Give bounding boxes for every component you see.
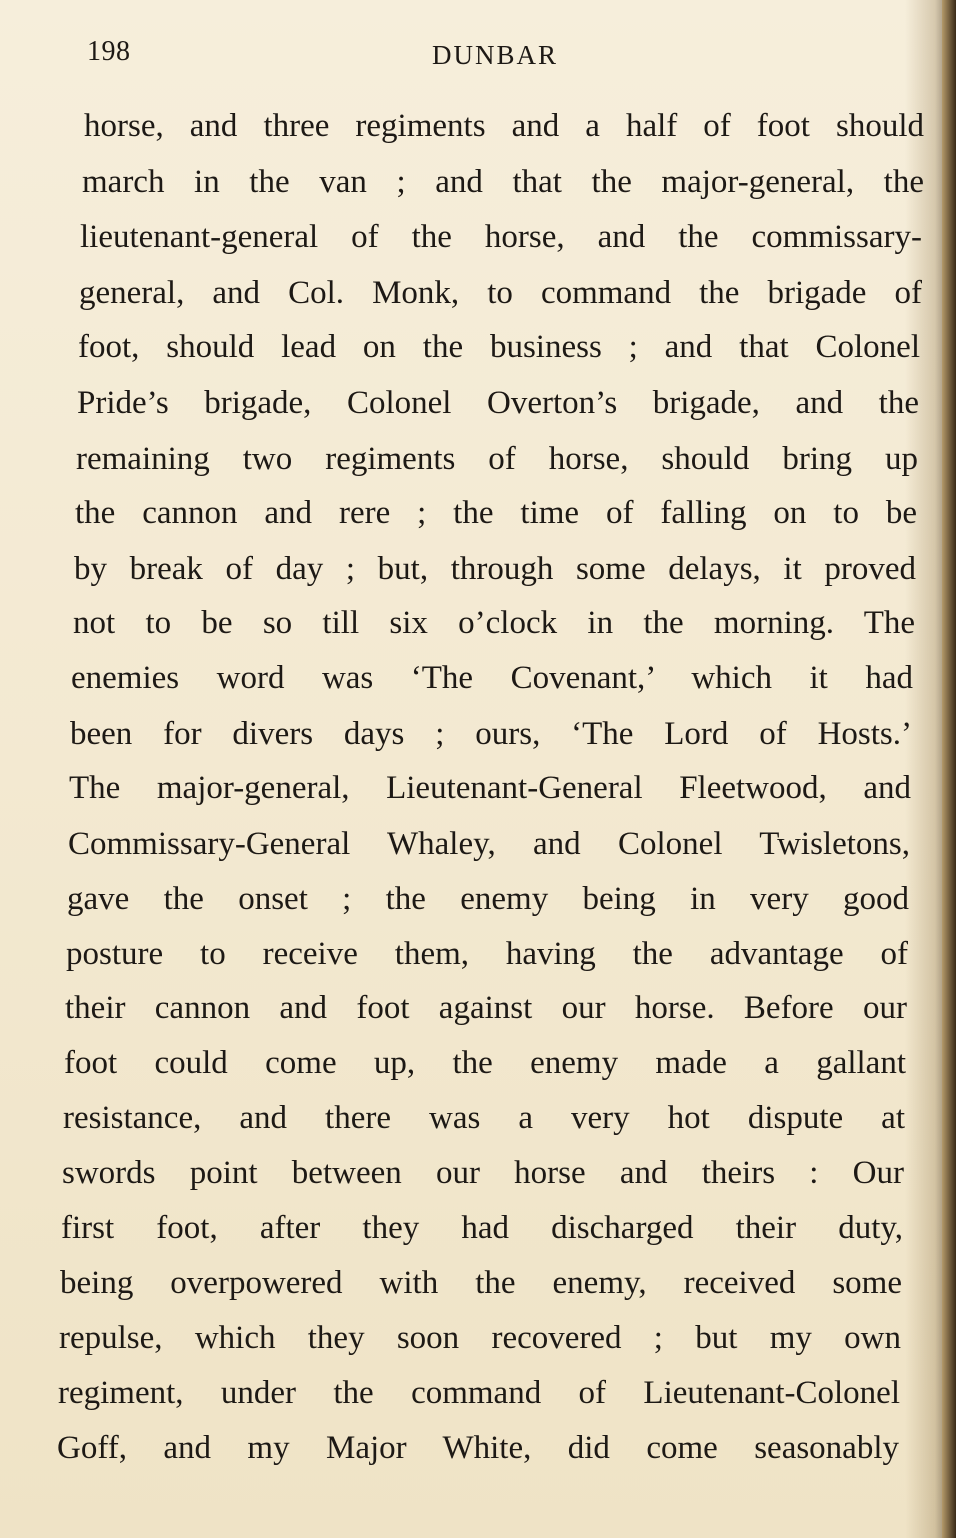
text-line: remaining two regiments of horse, should bring up bbox=[76, 441, 918, 477]
text-line: march in the van ; and that the major-general, the bbox=[82, 164, 924, 200]
text-line: resistance, and there was a very hot dispute at bbox=[63, 1100, 905, 1136]
text-line: enemies word was ‘The Covenant,’ which it had bbox=[71, 660, 913, 696]
text-line: been for divers days ; ours, ‘The Lord of Hosts.’ bbox=[70, 716, 912, 752]
text-line: general, and Col. Monk, to command the brigade of bbox=[79, 275, 922, 311]
text-line: swords point between our horse and theirs : Our bbox=[62, 1155, 904, 1191]
text-line: Goff, and my Major White, did come seasonably bbox=[57, 1430, 899, 1466]
text-line: their cannon and foot against our horse. Before our bbox=[65, 990, 907, 1026]
page-number: 198 bbox=[87, 36, 131, 67]
text-line: horse, and three regiments and a half of foot should bbox=[84, 108, 924, 144]
text-line: being overpowered with the enemy, received some bbox=[60, 1265, 902, 1301]
text-line: foot could come up, the enemy made a gallant bbox=[64, 1045, 906, 1081]
running-title: DUNBAR bbox=[432, 40, 559, 70]
text-line: first foot, after they had discharged their duty, bbox=[61, 1210, 903, 1246]
text-line: The major-general, Lieutenant-General Fleetwood, and bbox=[69, 770, 911, 806]
text-line: Commissary-General Whaley, and Colonel Twisletons, bbox=[68, 826, 910, 862]
text-line: lieutenant-general of the horse, and the commissary- bbox=[80, 219, 922, 255]
text-line: the cannon and rere ; the time of falling on to be bbox=[75, 495, 917, 531]
text-line: gave the onset ; the enemy being in very good bbox=[67, 881, 909, 917]
text-line: by break of day ; but, through some delays, it proved bbox=[74, 551, 916, 587]
text-line: repulse, which they soon recovered ; but my own bbox=[59, 1320, 901, 1356]
text-line: posture to receive them, having the advantage of bbox=[66, 936, 908, 972]
text-line: regiment, under the command of Lieutenant-Colonel bbox=[58, 1375, 900, 1411]
text-line: foot, should lead on the business ; and that Colonel bbox=[78, 329, 920, 365]
text-line: not to be so till six o’clock in the morning. The bbox=[73, 605, 915, 641]
text-line: Pride’s brigade, Colonel Overton’s brigade, and the bbox=[77, 385, 919, 421]
